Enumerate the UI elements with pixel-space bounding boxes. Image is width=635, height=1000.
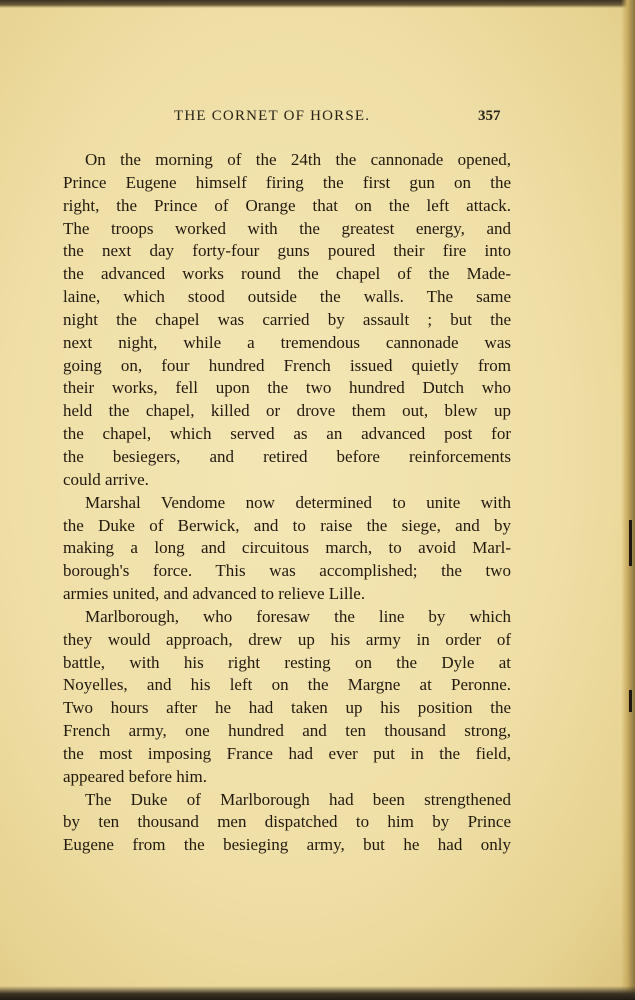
text-line: Eugene from the besieging army, but he had only	[63, 835, 511, 855]
text-line: borough's force. This was accomplished; the two	[63, 561, 511, 581]
text-line: the besiegers, and retired before reinforcements	[63, 446, 511, 466]
text-line: On the morning of the 24th the cannonade opened,	[85, 150, 511, 169]
text-line: night the chapel was carried by assault ; but the	[63, 309, 511, 329]
text-line: the chapel, which served as an advanced post for	[63, 424, 511, 444]
text-line: Prince Eugene himself firing the first gun on the	[63, 172, 511, 192]
text-line: battle, with his right resting on the Dyle at	[63, 652, 511, 672]
page-bottom-edge	[0, 986, 635, 1000]
text-line: Two hours after he had taken up his position the	[63, 698, 511, 718]
text-line: appeared before him.	[63, 766, 207, 786]
text-line: laine, which stood outside the walls. The same	[63, 287, 511, 307]
margin-mark	[629, 520, 632, 566]
text-line: by ten thousand men dispatched to him by Prince	[63, 812, 511, 832]
page-right-edge	[621, 0, 635, 1000]
text-line: The troops worked with the greatest energy, and	[63, 218, 511, 238]
text-line: going on, four hundred French issued quietly from	[63, 355, 511, 375]
text-line: their works, fell upon the two hundred Dutch who	[63, 378, 511, 398]
text-line: next night, while a tremendous cannonade was	[63, 332, 511, 352]
text-line: could arrive.	[63, 469, 149, 489]
text-line: The Duke of Marlborough had been strengthened	[85, 789, 511, 809]
page-header	[0, 108, 635, 130]
page-top-edge	[0, 0, 635, 8]
text-line: the advanced works round the chapel of the Made-	[63, 264, 511, 284]
text-line: Noyelles, and his left on the Margne at Peronne.	[63, 675, 511, 695]
body-text	[63, 149, 511, 857]
text-line: right, the Prince of Orange that on the left attack.	[63, 195, 511, 215]
text-line: held the chapel, killed or drove them out, blew up	[63, 401, 511, 421]
running-head: THE CORNET OF HORSE.	[174, 108, 371, 124]
text-line: the next day forty-four guns poured their fire into	[63, 241, 511, 261]
text-line: Marshal Vendome now determined to unite with	[85, 492, 511, 512]
text-line: Marlborough, who foresaw the line by which	[85, 606, 511, 626]
page-number: 357	[478, 108, 501, 124]
text-line: armies united, and advanced to relieve Lille.	[63, 584, 366, 604]
margin-mark	[629, 690, 632, 712]
text-line: French army, one hundred and ten thousand strong,	[63, 721, 511, 741]
text-line: making a long and circuitous march, to avoid Marl-	[63, 538, 511, 558]
text-line: the most imposing France had ever put in the field,	[63, 743, 511, 763]
text-line: the Duke of Berwick, and to raise the siege, and by	[63, 515, 511, 535]
text-line: they would approach, drew up his army in order of	[63, 629, 511, 649]
